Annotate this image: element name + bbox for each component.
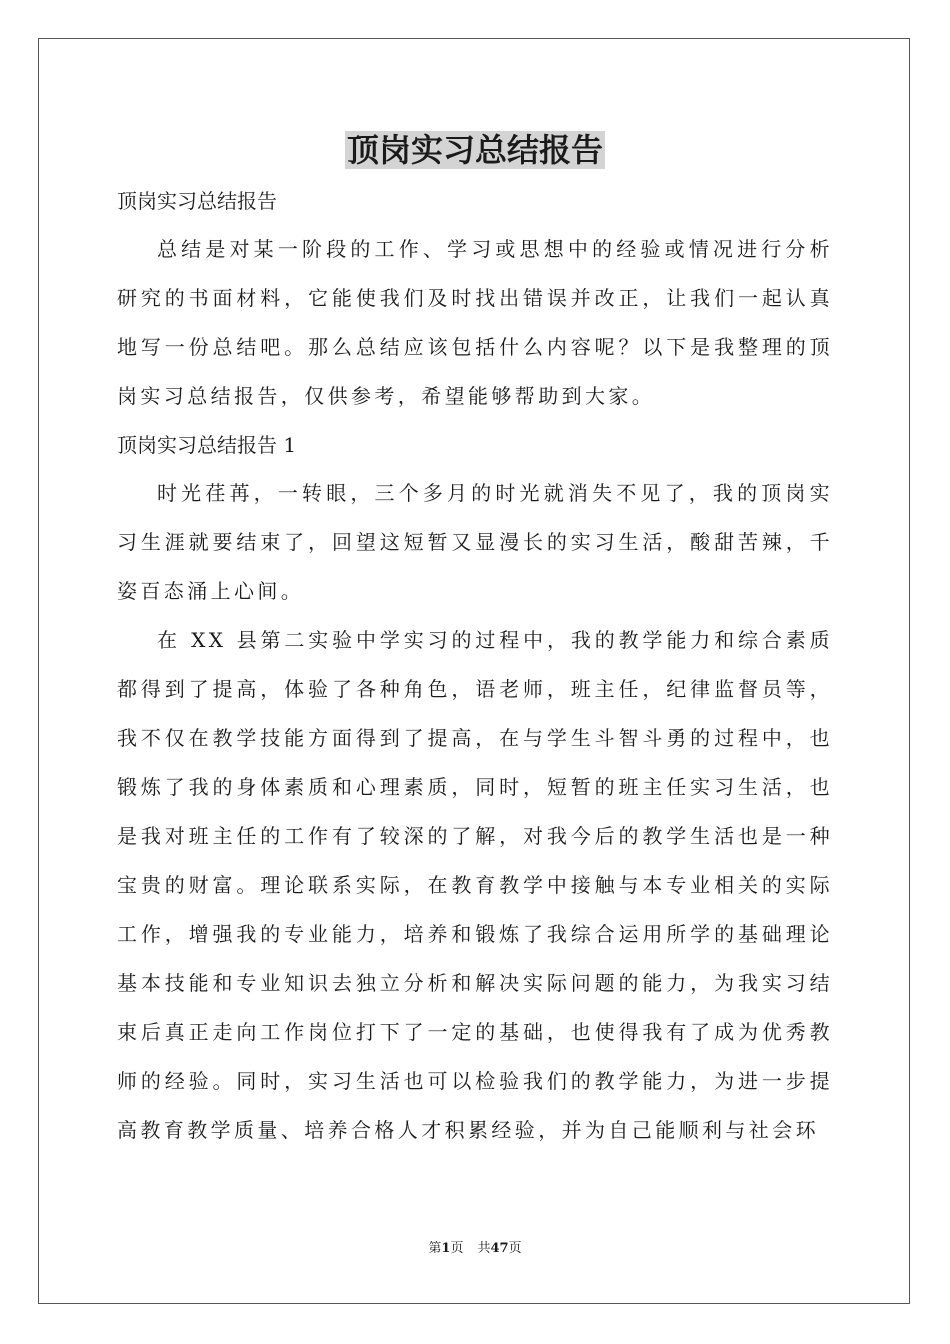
document-body — [117, 177, 833, 1155]
document-subtitle: 顶岗实习总结报告 — [117, 189, 277, 213]
document-title-text: 顶岗实习总结报告 — [346, 131, 603, 169]
footer-total-suffix: 页 — [508, 1241, 522, 1256]
section-paragraph-1: 时光荏苒，一转眼，三个多月的时光就消失不见了，我的顶岗实习生涯就要结束了，回望这短暂又显漫长的实习生活，酸甜苦辣，千姿百态涌上心间。 — [117, 481, 833, 603]
section-heading: 顶岗实习总结报告 1 — [117, 433, 297, 457]
document-title — [0, 128, 950, 172]
footer-page-number: 1 — [441, 1241, 451, 1256]
section-paragraph-2: 在 XX 县第二实验中学实习的过程中，我的教学能力和综合素质都得到了提高，体验了各种角色，语老师，班主任，纪律监督员等，我不仅在教学技能方面得到了提高，在与学生斗智斗勇的过程中，也锻炼了我的身体素质和心理素质，同时，短暂的班主任实习生活，也是我对班主任的工作有了较深的了解，对我今后的教学生活也是一种宝贵的财富。理论联系实际，在教育教学中接触与本专业相关的实际工作，增强我的专业能力，培养和锻炼了我综合运用所学的基础理论基本技能和专业知识去独立分析和解决实际问题的能力，为我实习结束后真正走向工作岗位打下了一定的基础，也使得我有了成为优秀教师的经验。同时，实习生活也可以检验我们的教学能力，为进一步提高教育教学质量、培养合格人才积累经验，并为自己能顺利与社会环 — [117, 628, 833, 1142]
footer-page-suffix: 页 — [450, 1241, 464, 1256]
page-footer — [0, 1240, 950, 1258]
footer-total-pages: 47 — [490, 1241, 509, 1256]
footer-total-prefix: 共 — [477, 1241, 491, 1256]
footer-page-prefix: 第 — [428, 1241, 442, 1256]
intro-paragraph: 总结是对某一阶段的工作、学习或思想中的经验或情况进行分析研究的书面材料，它能使我们及时找出错误并改正，让我们一起认真地写一份总结吧。那么总结应该包括什么内容呢？以下是我整理的顶岗实习总结报告，仅供参考，希望能够帮助到大家。 — [117, 237, 833, 408]
